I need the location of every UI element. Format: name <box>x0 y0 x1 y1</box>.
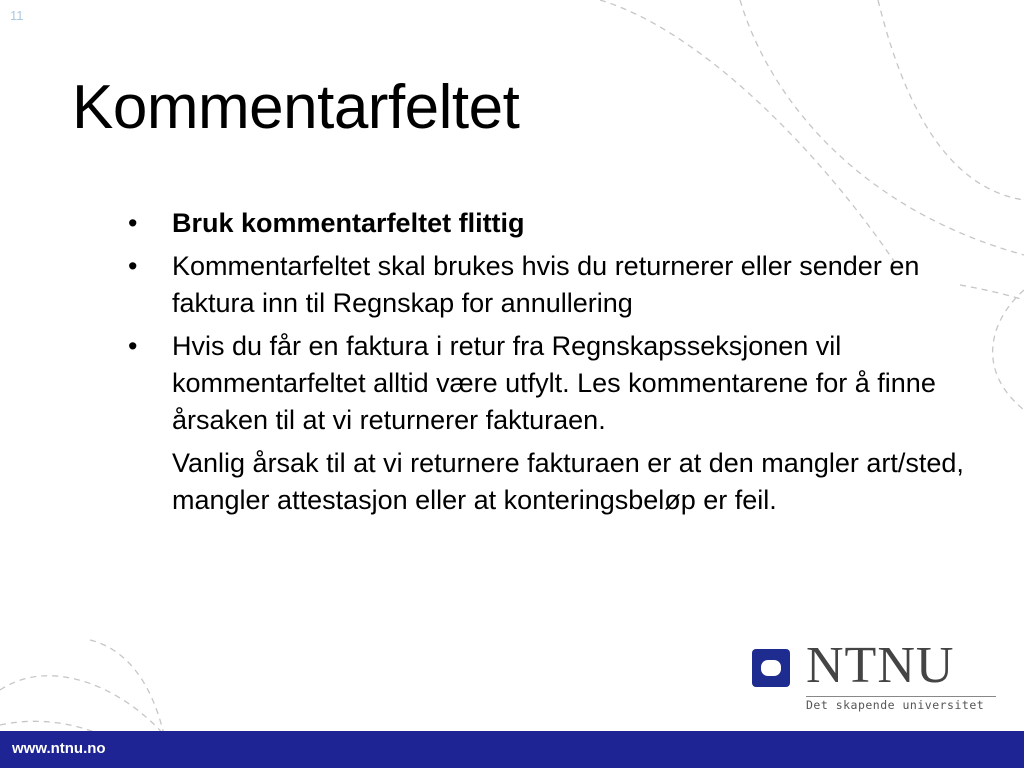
ntnu-logo <box>752 637 1002 716</box>
logo-wordmark: NTNU <box>806 637 955 694</box>
footer-bar <box>0 731 1024 768</box>
bullet-text: Bruk kommentarfeltet flittig <box>172 208 525 238</box>
footer-url: www.ntnu.no <box>12 740 106 757</box>
bullet-item <box>126 328 986 439</box>
bullet-text: Hvis du får en faktura i retur fra Regnskapsseksjonen vil kommentarfeltet alltid være utfylt. Les kommentarene for å finne årsaken til at vi returnerer fakturaen. <box>172 331 936 435</box>
slide-title: Kommentarfeltet <box>72 73 520 142</box>
slide-content <box>126 205 986 519</box>
logo-divider <box>806 696 996 697</box>
ntnu-logo-mark-icon <box>752 649 790 687</box>
extra-paragraph: Vanlig årsak til at vi returnere fakturaen er at den mangler art/sted, mangler attestasjon eller at konteringsbeløp er feil. <box>172 448 964 515</box>
bullet-text: Kommentarfeltet skal brukes hvis du returnerer eller sender en faktura inn til Regnskap for annullering <box>172 251 920 318</box>
bullet-item <box>126 205 986 242</box>
bullet-list <box>126 205 986 439</box>
logo-tagline: Det skapende universitet <box>806 698 985 712</box>
slide-number: 11 <box>10 8 24 23</box>
bullet-item <box>126 248 986 322</box>
